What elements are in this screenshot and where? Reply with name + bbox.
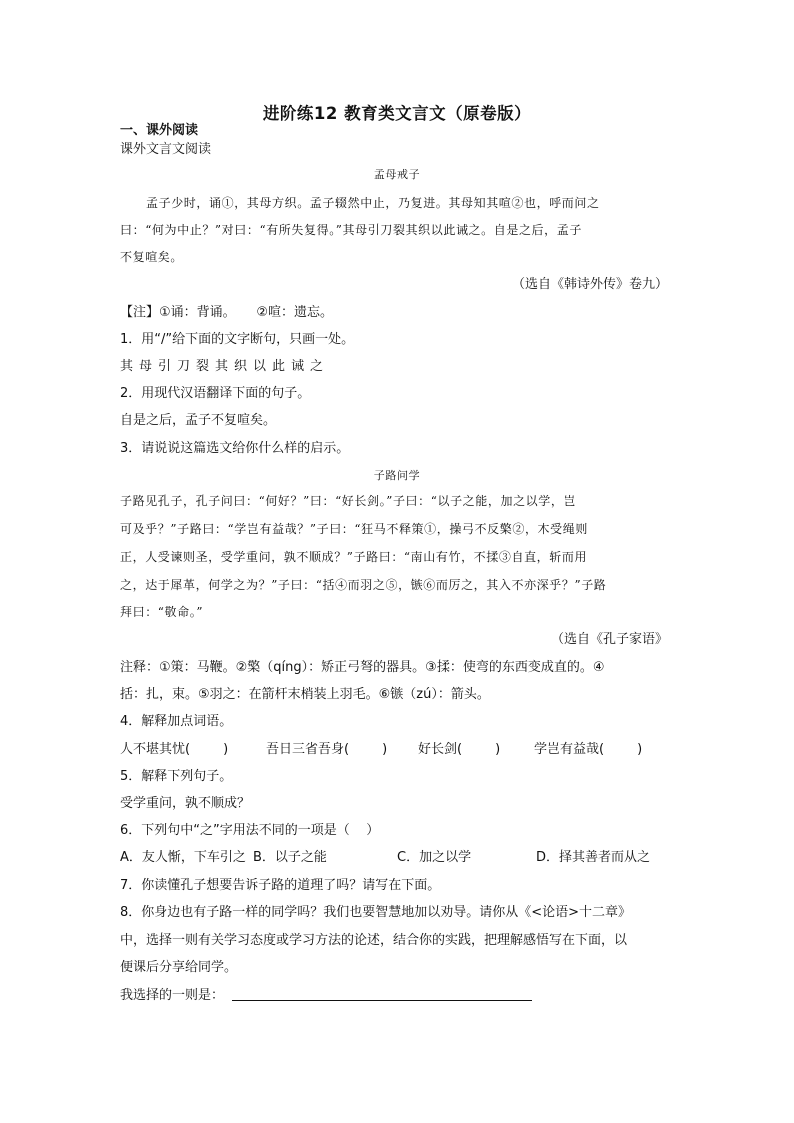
subheading: 课外文言文阅读 (120, 142, 212, 157)
question-8: 8．你身边也有子路一样的同学吗？我们也要智慧地加以劝导。请你从《<论语>十二章》 (120, 905, 632, 920)
passage2-title: 子路问学 (373, 469, 421, 482)
question-1: 1．用“/”给下面的文字断句，只画一处。 (120, 332, 355, 347)
answer-blank-line[interactable] (232, 1000, 532, 1001)
question-2-text: 自是之后，孟子不复喧矣。 (120, 413, 277, 428)
passage2-line: 可及乎？”子路曰：“学岂有益哉？”子曰：“狂马不释策①，操弓不反檠②，木受绳则 (120, 522, 588, 536)
question-2: 2．用现代汉语翻译下面的句子。 (120, 386, 311, 401)
question-5: 5．解释下列句子。 (120, 769, 233, 784)
question-4-item: 好长剑( ) (418, 742, 501, 757)
passage2-source: （选自《孔子家语》 (550, 632, 668, 647)
question-4: 4．解释加点词语。 (120, 714, 233, 729)
section-heading: 一、课外阅读 (120, 123, 199, 138)
question-6-option-a: A．友人惭，下车引之 (120, 850, 246, 865)
question-8: 便课后分享给同学。 (120, 960, 238, 975)
question-6: 6．下列句中“之”字用法不同的一项是（ ） (120, 823, 380, 838)
passage2-line: 正，人受谏则圣，受学重问，孰不顺成？”子路曰：“南山有竹，不揉③自直，斩而用 (120, 550, 588, 564)
question-4-item: 吾日三省吾身( ) (266, 742, 388, 757)
passage1-source: （选自《韩诗外传》卷九） (511, 277, 668, 292)
question-6-option-c: C．加之以学 (397, 850, 472, 865)
question-4-item: 人不堪其忧( ) (120, 742, 229, 757)
passage2-note: 括：扎，束。⑤羽之：在箭杆末梢装上羽毛。⑥镞（zú）：箭头。 (120, 687, 490, 702)
passage2-line: 子路见孔子，孔子问曰：“何好？”曰：“好长剑。”子曰：“以子之能，加之以学，岂 (120, 494, 577, 508)
question-7: 7．你读懂孔子想要告诉子路的道理了吗？请写在下面。 (120, 878, 441, 893)
passage1-line: 曰：“何为中止？”对曰：“有所失复得。”其母引刀裂其织以此诫之。自是之后，孟子 (120, 223, 582, 237)
passage2-line: 拜曰：“敬命。” (120, 605, 204, 619)
page-title: 进阶练12 教育类文言文（原卷版） (262, 104, 532, 123)
question-5-text: 受学重问，孰不顺成？ (120, 796, 251, 811)
question-8-answer-label: 我选择的一则是： (120, 988, 225, 1003)
passage1-line: 不复喧矣。 (120, 250, 184, 264)
passage1-note: 【注】①诵：背诵。 ②喧：遗忘。 (120, 305, 333, 320)
passage1-title: 孟母戒子 (373, 168, 421, 181)
question-6-option-d: D．择其善者而从之 (536, 850, 651, 865)
passage1-line: 孟子少时，诵①，其母方织。孟子辍然中止，乃复进。其母知其喧②也，呼而问之 (146, 196, 600, 210)
question-6-option-b: B．以子之能 (253, 850, 327, 865)
question-8: 中，选择一则有关学习态度或学习方法的论述，结合你的实践，把理解感悟写在下面，以 (120, 933, 628, 948)
question-3: 3．请说说这篇选文给你什么样的启示。 (120, 441, 350, 456)
question-4-item: 学岂有益哉( ) (534, 742, 643, 757)
question-1-text: 其母引刀裂其织以此诫之 (120, 359, 330, 374)
passage2-note: 注释：①策：马鞭。②檠（qíng）：矫正弓弩的器具。③揉：使弯的东西变成直的。④ (120, 660, 605, 675)
passage2-line: 之，达于犀革，何学之为？”子曰：“括④而羽之⑤，镞⑥而厉之，其入不亦深乎？”子路 (120, 578, 607, 592)
